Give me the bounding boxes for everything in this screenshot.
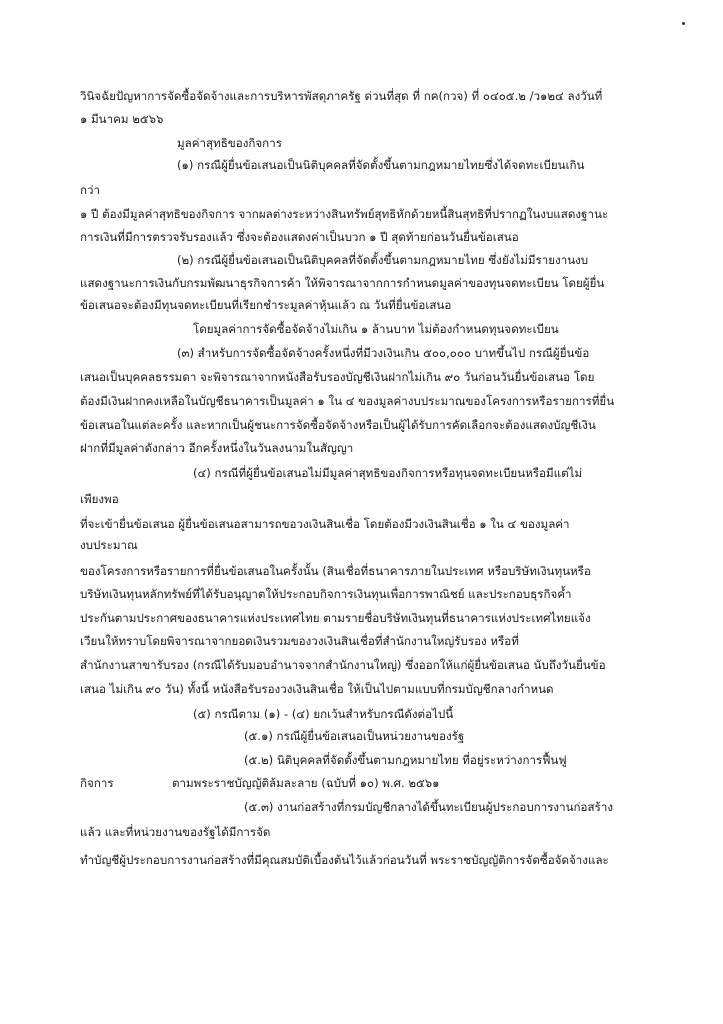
text-line: ตามพระราชบัญญัติล้มละลาย (ฉบับที่ ๑๐) พ.ศ. ๒๕๖๑ <box>172 776 440 790</box>
text-line: (๔) กรณีที่ผู้ยื่นข้อเสนอไม่มีมูลค่าสุทธิของกิจการหรือทุนจดทะเบียนหรือมีแต่ไม่ <box>193 466 583 480</box>
text-line: ทำบัญชีผู้ประกอบการงานก่อสร้างที่มีคุณสมบัติเบื้องต้นไว้แล้วก่อนวันที่ พระราชบัญญัติการจัดซื้อจัดจ้างและ <box>80 853 609 867</box>
text-line: (๑) กรณีผู้ยื่นข้อเสนอเป็นนิติบุคคลที่จัดตั้งขึ้นตามกฎหมายไทยซึ่งได้จดทะเบียนเกิน <box>177 158 585 172</box>
text-line: ๑ มีนาคม ๒๕๖๖ <box>80 112 164 126</box>
text-line: สำนักงานสาขารับรอง (กรณีได้รับมอบอำนาจจากสำนักงานใหญ่) ซึ่งออกให้แก่ผู้ยื่นข้อเสนอ นับถึงวันยื่นข้อ <box>80 658 606 672</box>
text-line: กว่า <box>80 183 101 197</box>
text-line: เสนอ ไม่เกิน ๙๐ วัน) ทั้งนี้ หนังสือรับรองวงเงินสินเชื่อ ให้เป็นไปตามแบบที่กรมบัญชีกลางกำหนด <box>80 682 554 696</box>
text-line: (๕.๓) งานก่อสร้างที่กรมบัญชีกลางได้ขึ้นทะเบียนผู้ประกอบการงานก่อสร้าง <box>244 800 613 814</box>
text-line: ต้องมีเงินฝากคงเหลือในบัญชีธนาคารเป็นมูลค่า ๑ ใน ๔ ของมูลค่างบประมาณของโครงการหรือรายการที่ยื่น <box>80 394 615 408</box>
text-line: ของโครงการหรือรายการที่ยื่นข้อเสนอในครั้งนั้น (สินเชื่อที่ธนาคารภายในประเทศ หรือบริษัทเงินทุนหรือ <box>80 564 591 578</box>
text-line: ฝากที่มีมูลค่าดังกล่าว อีกครั้งหนึ่งในวันลงนามในสัญญา <box>80 441 354 455</box>
text-line: วินิจฉัยปัญหาการจัดซื้อจัดจ้างและการบริหารพัสดุภาครัฐ ด่วนที่สุด ที่ กค(กวจ) ที่ ๐๔๐๕.๒ /ว๑๒๔ ลงวันที่ <box>80 89 603 103</box>
text-line: เวียนให้ทราบโดยพิจารณาจากยอดเงินรวมของวงเงินสินเชื่อที่สำนักงานใหญ่รับรอง หรือที่ <box>80 634 519 648</box>
text-line: ที่จะเข้ายื่นข้อเสนอ ผู้ยื่นข้อเสนอสามารถขอวงเงินสินเชื่อ โดยต้องมีวงเงินสินเชื่อ ๑ ใน ๔ ของมูลค่า <box>80 517 570 531</box>
text-line: การเงินที่มีการตรวจรับรองแล้ว ซึ่งจะต้องแสดงค่าเป็นบวก ๑ ปี สุดท้ายก่อนวันยื่นข้อเสนอ <box>80 230 519 244</box>
text-line: โดยมูลค่าการจัดซื้อจัดจ้างไม่เกิน ๑ ล้านบาท ไม่ต้องกำหนดทุนจดทะเบียน <box>193 322 559 336</box>
text-line: (๓) สำหรับการจัดซื้อจัดจ้างครั้งหนึ่งที่มีวงเงินเกิน ๕๐๐,๐๐๐ บาทขึ้นไป กรณีผู้ยื่นข้อ <box>177 346 590 360</box>
text-line: บริษัทเงินทุนหลักทรัพย์ที่ได้รับอนุญาตให้ประกอบกิจการเงินทุนเพื่อการพาณิชย์ และประกอบธุรกิจค้ำ <box>80 587 572 601</box>
text-line: (๕.๒) นิติบุคคลที่จัดตั้งขึ้นตามกฎหมายไทย ที่อยู่ระหว่างการฟื้นฟู <box>244 753 567 767</box>
scan-speck <box>682 22 685 25</box>
text-line: (๒) กรณีผู้ยื่นข้อเสนอเป็นนิติบุคคลที่จัดตั้งขึ้นตามกฎหมายไทย ซึ่งยังไม่มีรายงานงบ <box>177 253 589 267</box>
text-line: เพียงพอ <box>80 492 119 506</box>
text-line: ข้อเสนอจะต้องมีทุนจดทะเบียนที่เรียกชำระมูลค่าหุ้นแล้ว ณ วันที่ยื่นข้อเสนอ <box>80 298 452 312</box>
text-line: แล้ว และที่หน่วยงานของรัฐได้มีการจัด <box>80 825 271 839</box>
text-line: ข้อเสนอในแต่ละครั้ง และหากเป็นผู้ชนะการจัดซื้อจัดจ้างหรือเป็นผู้ได้รับการคัดเลือกจะต้องแสดงบัญชีเงิน <box>80 418 596 432</box>
text-line: เสนอเป็นบุคคลธรรมดา จะพิจารณาจากหนังสือรับรองบัญชีเงินฝากไม่เกิน ๙๐ วันก่อนวันยื่นข้อเสนอ โดย <box>80 370 595 384</box>
text-line: (๕) กรณีตาม (๑) - (๔) ยกเว้นสำหรับกรณีดังต่อไปนี้ <box>193 707 454 721</box>
text-line: (๕.๑) กรณีผู้ยื่นข้อเสนอเป็นหน่วยงานของรัฐ <box>244 729 465 743</box>
text-line: แสดงฐานะการเงินกับกรมพัฒนาธุรกิจการค้า ให้พิจารณาจากการกำหนดมูลค่าของทุนจดทะเบียน โดยผู้ยื่น <box>80 276 605 290</box>
section-heading: มูลค่าสุทธิของกิจการ <box>177 136 282 150</box>
text-line: ประกันตามประกาศของธนาคารแห่งประเทศไทย ตามรายชื่อบริษัทเงินทุนที่ธนาคารแห่งประเทศไทยแจ้ง <box>80 611 591 625</box>
text-line: ๑ ปี ต้องมีมูลค่าสุทธิของกิจการ จากผลต่างระหว่างสินทรัพย์สุทธิหักด้วยหนี้สินสุทธิที่ปรากฏในงบแสดงฐานะ <box>80 207 609 221</box>
text-line: งบประมาณ <box>80 538 138 552</box>
text-line: กิจการ <box>80 776 114 790</box>
